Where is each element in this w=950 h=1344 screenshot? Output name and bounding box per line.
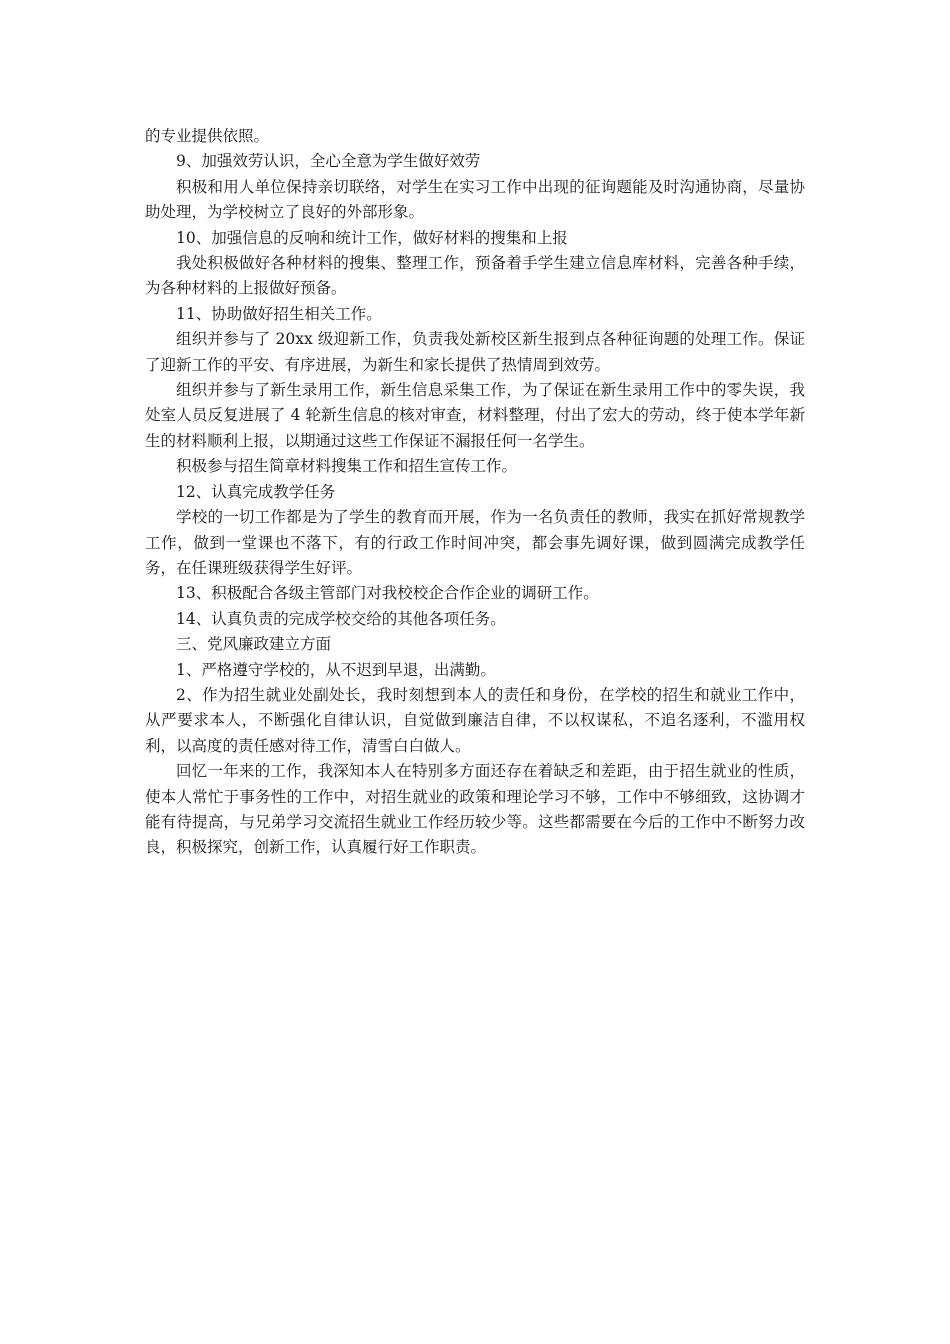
heading-10: 10、加强信息的反响和统计工作，做好材料的搜集和上报 <box>176 228 568 247</box>
paragraph-15: 1、严格遵守学校的，从不迟到早退，出满勤。 <box>176 660 496 679</box>
paragraph-3: 积极和用人单位保持亲切联络，对学生在实习工作中出现的征询题能及时沟通协商，尽量协助处理，为学校树立了良好的外部形象。 <box>145 177 805 222</box>
paragraph-9: 积极参与招生简章材料搜集工作和招生宣传工作。 <box>176 457 518 476</box>
section-heading-3: 三、党风廉政建立方面 <box>176 635 332 654</box>
heading-11: 11、协助做好招生相关工作。 <box>176 304 382 323</box>
heading-13: 13、积极配合各级主管部门对我校校企合作企业的调研工作。 <box>176 584 599 603</box>
paragraph-5: 我处积极做好各种材料的搜集、整理工作，预备着手学生建立信息库材料，完善各种手续，为各种材料的上报做好预备。 <box>145 254 805 298</box>
paragraph-8: 组织并参与了新生录用工作，新生信息采集工作，为了保证在新生录用工作中的零失误，我处室人员反复进展了 4 轮新生信息的核对审查，材料整理，付出了宏大的劳动，终于使本学年新生的材料顺利上报，以期通过这些工作保证不漏报任何一名学生。 <box>145 381 805 450</box>
paragraph-7: 组织并参与了 20xx 级迎新工作，负责我处新校区新生报到点各种征询题的处理工作。保证了迎新工作的平安、有序进展，为新生和家长提供了热情周到效劳。 <box>145 330 805 374</box>
paragraph-1: 的专业提供依照。 <box>145 127 270 145</box>
document-body <box>145 124 805 861</box>
heading-12: 12、认真完成教学任务 <box>176 482 336 501</box>
paragraph-17: 回忆一年来的工作，我深知本人在特别多方面还存在着缺乏和差距，由于招生就业的性质，使本人常忙于事务性的工作中，对招生就业的政策和理论学习不够，工作中不够细致，这协调才能有待提高，与兄弟学习交流招生就业工作经历较少等。这些都需要在今后的工作中不断努力改良，积极探究，创新工作，认真履行好工作职责。 <box>145 762 805 857</box>
paragraph-16: 2、作为招生就业处副处长，我时刻想到本人的责任和身份，在学校的招生和就业工作中，从严要求本人，不断强化自律认识，自觉做到廉洁自律，不以权谋私，不追名逐利，不滥用权利，以高度的责任感对待工作，清雪白白做人。 <box>145 685 805 755</box>
heading-9: 9、加强效劳认识，全心全意为学生做好效劳 <box>176 152 481 171</box>
paragraph-11: 学校的一切工作都是为了学生的教育而开展，作为一名负责任的教师，我实在抓好常规教学工作，做到一堂课也不落下，有的行政工作时间冲突，都会事先调好课，做到圆满完成教学任务，在任课班级获得学生好评。 <box>145 508 805 577</box>
heading-14: 14、认真负责的完成学校交给的其他各项任务。 <box>176 609 506 628</box>
